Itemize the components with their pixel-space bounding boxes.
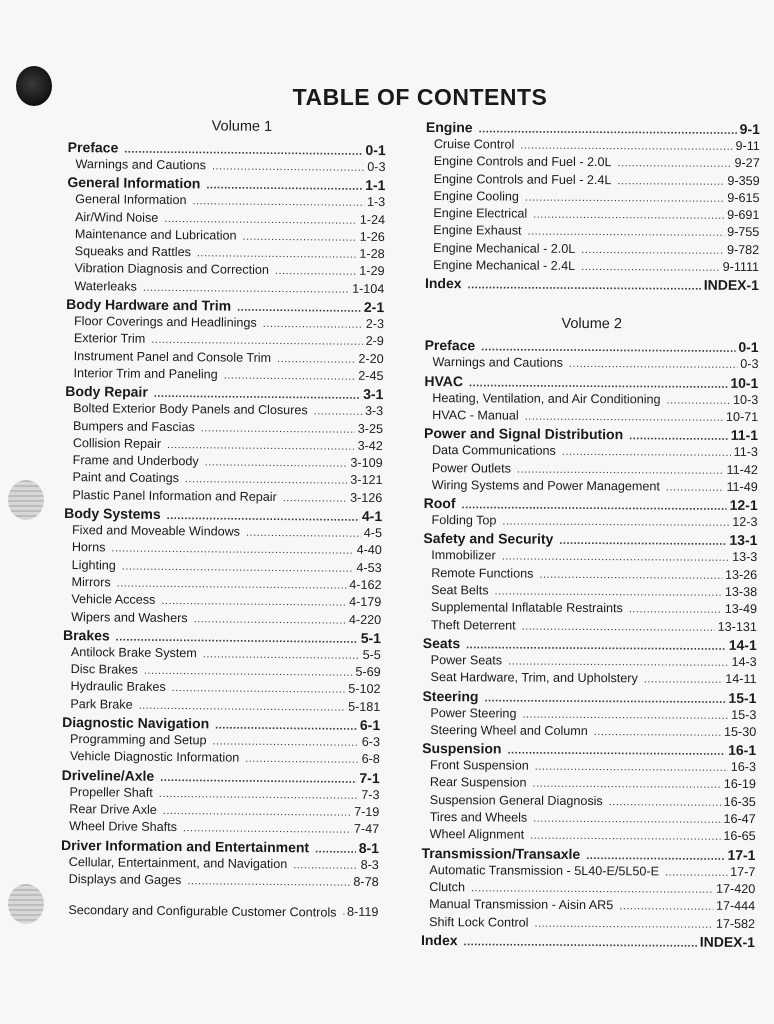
toc-entry-page: 3-42: [357, 438, 383, 453]
toc-entry-label: Exterior Trim: [73, 331, 146, 347]
toc-entry-page: 4-5: [363, 525, 383, 541]
dot-leader: [314, 404, 362, 422]
toc-entry-label: Interior Trim and Paneling: [73, 366, 218, 382]
toc-entry-label: Bolted Exterior Body Panels and Closures: [73, 401, 308, 418]
toc-entry-page: 13-38: [724, 584, 758, 600]
toc-entry-label: Air/Wind Noise: [74, 209, 159, 225]
toc-entry-page: 16-35: [723, 794, 756, 809]
toc-entry-label: Roof: [423, 495, 456, 512]
toc-entry-page: 10-3: [733, 392, 759, 407]
binder-hole-bottom: [8, 884, 44, 924]
toc-entry-label: Maintenance and Lubrication: [74, 226, 237, 243]
toc-entry-page: 2-20: [358, 351, 384, 366]
dot-leader: [479, 120, 737, 140]
volume1-heading: Volume 1: [211, 118, 273, 135]
toc-entry-page: 5-181: [348, 699, 381, 714]
toc-subsection-entry[interactable]: [425, 222, 759, 241]
volume1-continued-entries: [425, 118, 760, 294]
dot-leader: [463, 933, 696, 952]
dot-leader: [666, 479, 724, 497]
toc-entry-page: 11-49: [726, 479, 758, 494]
dot-leader: [534, 915, 712, 933]
dot-leader: [246, 525, 361, 543]
toc-entry-page: 17-1: [727, 846, 756, 863]
dot-leader: [467, 277, 700, 296]
dot-leader: [122, 558, 354, 578]
dot-leader: [315, 840, 356, 858]
toc-entry-page: 9-27: [734, 156, 760, 171]
toc-subsection-entry[interactable]: [426, 171, 760, 190]
toc-entry-label: Vibration Diagnosis and Correction: [74, 261, 269, 278]
dot-leader: [525, 189, 724, 208]
volume2-entries: [421, 336, 759, 950]
toc-entry-label: Manual Transmission - Aisin AR5: [429, 897, 614, 913]
toc-entry-page: 4-179: [349, 594, 382, 610]
toc-subsection-entry[interactable]: [64, 557, 382, 577]
toc-entry-page: 13-49: [724, 602, 758, 617]
toc-entry-page: 14-11: [725, 672, 757, 687]
toc-entry-page: 9-755: [727, 225, 760, 240]
toc-entry-page: 13-3: [732, 550, 758, 565]
toc-subsection-entry[interactable]: [60, 888, 378, 921]
toc-entry-page: 1-104: [352, 281, 385, 296]
toc-section-entry[interactable]: [424, 372, 758, 392]
toc-entry-page: 3-109: [350, 455, 383, 471]
toc-entry-label: Wipers and Washers: [71, 609, 188, 625]
dot-leader: [242, 229, 356, 247]
toc-entry-label: Remote Functions: [431, 565, 534, 581]
toc-entry-page: 8-78: [353, 874, 379, 889]
toc-subsection-entry[interactable]: [422, 792, 756, 811]
toc-entry-label: Antilock Brake System: [70, 644, 197, 661]
toc-entry-label: Immobilizer: [431, 548, 496, 563]
toc-entry-page: 4-220: [348, 612, 382, 627]
toc-entry-label: Theft Deterrent: [430, 617, 516, 633]
toc-entry-label: Index: [420, 931, 458, 949]
toc-subsection-entry[interactable]: [64, 522, 382, 542]
toc-entry-label: Wiring Systems and Power Management: [431, 477, 660, 494]
toc-entry-page: 4-1: [361, 507, 383, 525]
toc-entry-page: 5-1: [360, 629, 382, 646]
toc-entry-label: Instrument Panel and Console Trim: [73, 348, 272, 365]
toc-entry-page: 1-29: [359, 264, 385, 279]
toc-entry-label: Heating, Ventilation, and Air Conditioning: [432, 390, 661, 407]
dot-leader: [666, 392, 730, 410]
toc-entry-label: Wheel Alignment: [429, 827, 525, 842]
toc-entry-page: 5-102: [348, 682, 381, 697]
toc-entry-page: 1-3: [366, 195, 386, 210]
toc-entry-label: Frame and Underbody: [72, 453, 199, 469]
toc-entry-page: 13-1: [729, 532, 758, 549]
dot-leader: [609, 794, 721, 812]
toc-entry-label: Squeaks and Rattles: [74, 244, 191, 260]
toc-entry-page: 7-3: [361, 787, 380, 802]
toc-subsection-entry[interactable]: [423, 565, 757, 584]
dot-leader: [144, 663, 353, 682]
toc-entry-page: 17-420: [716, 881, 756, 896]
dot-leader: [293, 857, 358, 875]
toc-subsection-entry[interactable]: [422, 826, 756, 845]
toc-subsection-entry[interactable]: [422, 757, 756, 776]
toc-entry-page: 13-26: [724, 567, 758, 582]
dot-leader: [203, 646, 360, 665]
toc-entry-page: 1-1: [365, 177, 386, 194]
toc-subsection-entry[interactable]: [423, 652, 757, 671]
toc-entry-page: 8-1: [358, 839, 380, 856]
dot-leader: [644, 672, 723, 690]
toc-entry-page: 3-121: [350, 473, 383, 488]
toc-entry-page: 2-9: [365, 334, 384, 349]
toc-entry-label: Cellular, Entertainment, and Navigation: [68, 854, 288, 871]
toc-subsection-entry[interactable]: [425, 257, 759, 276]
dot-leader: [275, 263, 357, 281]
toc-section-entry[interactable]: [426, 118, 760, 138]
toc-entry-page: 1-28: [359, 246, 385, 262]
toc-section-entry[interactable]: [422, 687, 756, 707]
toc-entry-page: 3-126: [350, 490, 383, 505]
dot-leader: [569, 356, 737, 374]
toc-entry-label: Suspension: [422, 740, 502, 757]
toc-entry-page: 9-691: [727, 208, 760, 223]
toc-section-entry[interactable]: [425, 336, 759, 356]
dot-leader: [342, 903, 344, 920]
toc-subsection-entry[interactable]: [425, 188, 759, 207]
dot-leader: [466, 636, 726, 656]
dot-leader: [617, 173, 724, 191]
toc-entry-page: 17-582: [715, 916, 756, 931]
toc-entry-label: Warnings and Cautions: [432, 355, 564, 371]
right-column: [421, 118, 760, 951]
dot-leader: [535, 759, 728, 777]
dot-leader: [522, 618, 715, 636]
toc-entry-page: 4-162: [349, 577, 382, 592]
toc-entry-label: HVAC - Manual: [432, 408, 519, 423]
toc-subsection-entry[interactable]: [424, 460, 758, 479]
toc-entry-page: INDEX-1: [703, 277, 760, 294]
toc-entry-page: 15-30: [723, 724, 757, 739]
toc-entry-label: Preface: [424, 337, 476, 354]
toc-entry-label: Paint and Coatings: [72, 470, 180, 486]
toc-subsection-entry[interactable]: [421, 862, 755, 881]
toc-entry-label: Preface: [67, 138, 119, 156]
toc-entry-label: Rear Suspension: [429, 775, 527, 791]
toc-entry-label: Driver Information and Entertainment: [60, 836, 310, 855]
toc-entry-page: 7-19: [354, 804, 380, 819]
volume2-heading: Volume 2: [561, 316, 623, 333]
toc-subsection-entry[interactable]: [63, 609, 381, 629]
toc-entry-page: 0-3: [367, 159, 386, 175]
toc-subsection-entry[interactable]: [421, 896, 755, 915]
toc-entry-page: 0-1: [365, 141, 386, 159]
toc-entry-page: 3-25: [357, 421, 384, 436]
toc-entry-label: Lighting: [71, 557, 116, 573]
toc-entry-label: HVAC: [424, 372, 464, 389]
toc-entry-page: 9-1: [739, 120, 760, 138]
toc-entry-label: General Information: [75, 192, 187, 208]
toc-entry-label: Index: [424, 275, 462, 292]
toc-entry-label: Seat Belts: [431, 583, 489, 598]
toc-subsection-entry[interactable]: [426, 136, 760, 155]
toc-entry-label: Engine Controls and Fuel - 2.0L: [433, 154, 612, 170]
dot-leader: [205, 454, 348, 473]
toc-entry-page: 1-26: [359, 229, 385, 244]
toc-entry-label: Diagnostic Navigation: [62, 713, 210, 732]
dot-leader: [629, 428, 728, 447]
dot-leader: [283, 490, 348, 508]
toc-section-entry[interactable]: [423, 529, 757, 549]
toc-entry-label: Warnings and Cautions: [75, 157, 207, 173]
toc-entry-page: 0-3: [740, 357, 759, 372]
dot-leader: [187, 873, 350, 892]
toc-entry-page: 15-3: [731, 707, 757, 722]
dot-leader: [159, 786, 359, 805]
toc-entry-label: Propeller Shaft: [69, 784, 153, 800]
dot-leader: [665, 864, 727, 882]
toc-subsection-entry[interactable]: [424, 354, 758, 373]
toc-entry-page: 2-45: [358, 368, 384, 384]
dot-leader: [539, 566, 722, 584]
toc-entry-label: Power and Signal Distribution: [424, 425, 624, 443]
toc-subsection-entry[interactable]: [424, 390, 758, 409]
dot-leader: [581, 259, 720, 277]
toc-entry-label: Bumpers and Fascias: [72, 418, 195, 434]
toc-entry-label: Transmission/Transaxle: [421, 844, 581, 862]
toc-subsection-entry[interactable]: [421, 913, 755, 932]
toc-entry-label: Fixed and Moveable Windows: [71, 523, 241, 539]
dot-leader: [245, 751, 359, 769]
toc-entry-page: 16-19: [723, 777, 756, 792]
dot-leader: [619, 898, 713, 916]
toc-entry-label: Front Suspension: [430, 758, 529, 773]
toc-entry-label: Engine Mechanical - 2.0L: [433, 240, 576, 256]
toc-entry-label: Engine Cooling: [433, 188, 519, 204]
toc-section-entry[interactable]: [424, 494, 758, 514]
dot-leader: [629, 602, 722, 620]
toc-section-entry[interactable]: [421, 844, 755, 864]
toc-section-entry[interactable]: [424, 424, 758, 444]
toc-entry-label: Steering Wheel and Column: [430, 722, 588, 738]
toc-subsection-entry[interactable]: [423, 512, 757, 531]
toc-entry-label: Supplemental Inflatable Restraints: [430, 600, 623, 616]
toc-entry-page: 16-47: [723, 811, 756, 827]
dot-leader: [594, 724, 721, 742]
toc-entry-label: Park Brake: [70, 696, 133, 712]
toc-entry-page: 8-3: [360, 857, 379, 872]
dot-leader: [201, 420, 355, 439]
dot-leader: [212, 158, 365, 177]
toc-entry-label: Programming and Setup: [69, 732, 207, 748]
dot-leader: [224, 367, 356, 386]
toc-entry-label: Hydraulic Brakes: [70, 679, 166, 695]
toc-entry-page: 11-1: [730, 427, 759, 444]
toc-entry-label: Power Outlets: [431, 460, 511, 476]
dot-leader: [161, 593, 346, 612]
toc-entry-page: 10-71: [725, 409, 759, 425]
toc-entry-label: Horns: [71, 540, 106, 555]
toc-entry-page: 2-3: [365, 316, 385, 332]
dot-leader: [163, 803, 351, 822]
toc-subsection-entry[interactable]: [421, 879, 755, 898]
toc-subsection-entry[interactable]: [424, 442, 758, 461]
toc-entry-label: Data Communications: [431, 443, 556, 459]
toc-entry-page: 1-24: [359, 212, 386, 227]
toc-entry-page: 16-1: [728, 741, 757, 759]
dot-leader: [172, 680, 346, 699]
binder-hole-middle: [8, 480, 44, 520]
volume1-entries: [60, 138, 385, 921]
toc-entry-page: 8-119: [347, 904, 379, 919]
toc-entry-page: 5-5: [362, 647, 381, 662]
toc-entry-page: 15-1: [728, 689, 757, 706]
toc-entry-page: 17-7: [730, 864, 756, 879]
toc-entry-page: 9-615: [727, 190, 760, 205]
toc-entry-label: Engine Electrical: [433, 206, 528, 221]
toc-entry-page: 6-3: [361, 734, 381, 750]
dot-leader: [502, 549, 729, 568]
toc-subsection-entry[interactable]: [423, 582, 757, 601]
toc-entry-label: Safety and Security: [423, 530, 554, 548]
toc-entry-label: Seat Hardware, Trim, and Upholstery: [430, 670, 638, 686]
dot-leader: [192, 193, 364, 212]
toc-subsection-entry[interactable]: [422, 774, 756, 793]
toc-entry-page: 5-69: [355, 664, 381, 680]
dot-leader: [461, 496, 726, 516]
toc-entry-page: 6-1: [359, 716, 381, 734]
toc-entry-page: 17-444: [715, 898, 756, 914]
dot-leader: [533, 207, 724, 225]
toc-entry-page: 4-53: [356, 560, 382, 575]
toc-entry-label: Body Systems: [64, 505, 161, 522]
toc-entry-label: Plastic Panel Information and Repair: [72, 487, 277, 504]
toc-entry-label: Engine: [425, 118, 473, 136]
toc-entry-page: 6-8: [361, 752, 380, 767]
toc-entry-label: Body Hardware and Trim: [66, 296, 232, 314]
toc-entry-page: 14-1: [728, 636, 757, 653]
toc-entry-label: Cruise Control: [433, 137, 515, 152]
dot-leader: [617, 155, 731, 173]
toc-entry-label: Brakes: [62, 626, 110, 644]
volume1-column: [60, 116, 386, 921]
dot-leader: [263, 316, 363, 334]
toc-entry-page: 13-131: [717, 619, 757, 634]
toc-subsection-entry[interactable]: [61, 871, 379, 891]
toc-entry-label: Secondary and Configurable Customer Controls: [68, 903, 337, 920]
dot-leader: [562, 444, 731, 462]
toc-subsection-entry[interactable]: [422, 809, 756, 828]
dot-leader: [194, 611, 347, 630]
toc-entry-label: Wheel Drive Shafts: [69, 819, 178, 835]
toc-entry-page: 7-1: [359, 769, 380, 786]
toc-entry-label: Tires and Wheels: [429, 810, 528, 825]
toc-entry-label: Waterleaks: [74, 278, 137, 294]
toc-section-entry[interactable]: [425, 274, 759, 294]
toc-subsection-entry[interactable]: [426, 153, 760, 172]
toc-entry-label: Mirrors: [71, 574, 111, 590]
toc-entry-page: 16-65: [723, 829, 756, 844]
toc-entry-label: Folding Top: [431, 513, 497, 528]
toc-subsection-entry[interactable]: [423, 617, 757, 636]
toc-entry-label: Driveline/Axle: [61, 766, 155, 784]
toc-section-entry[interactable]: [423, 634, 757, 654]
toc-subsection-entry[interactable]: [422, 705, 756, 724]
dot-leader: [533, 811, 720, 829]
toc-entry-label: Power Steering: [430, 705, 517, 721]
toc-entry-page: 14-3: [731, 654, 757, 669]
toc-entry-page: 9-11: [735, 138, 760, 154]
toc-entry-label: Vehicle Access: [71, 592, 156, 608]
toc-subsection-entry[interactable]: [423, 669, 757, 688]
toc-subsection-entry[interactable]: [424, 477, 758, 496]
toc-entry-page: 2-1: [363, 298, 385, 316]
toc-entry-page: 11-42: [726, 462, 758, 477]
toc-entry-label: Suspension General Diagnosis: [429, 792, 603, 808]
toc-entry-label: Engine Mechanical - 2.4L: [433, 258, 576, 273]
toc-entry-label: Vehicle Diagnostic Information: [69, 749, 240, 765]
toc-entry-label: Seats: [422, 634, 461, 652]
toc-entry-label: Floor Coverings and Headlinings: [73, 314, 257, 330]
toc-entry-label: General Information: [67, 174, 201, 192]
toc-section-entry[interactable]: [422, 739, 756, 759]
toc-entry-page: 16-3: [730, 759, 757, 775]
toc-entry-page: 9-359: [727, 173, 760, 188]
toc-section-entry[interactable]: [421, 931, 755, 951]
toc-subsection-entry[interactable]: [423, 547, 757, 566]
toc-subsection-entry[interactable]: [425, 240, 759, 259]
toc-entry-page: 11-3: [733, 445, 759, 460]
toc-entry-label: Power Seats: [430, 652, 503, 668]
toc-entry-label: Disc Brakes: [70, 662, 138, 677]
toc-entry-label: Engine Controls and Fuel - 2.4L: [433, 171, 612, 187]
toc-subsection-entry[interactable]: [422, 722, 756, 741]
toc-entry-label: Collision Repair: [72, 435, 162, 451]
toc-entry-page: 4-40: [356, 543, 382, 558]
toc-subsection-entry[interactable]: [424, 407, 758, 426]
dot-leader: [484, 689, 725, 708]
toc-entry-label: Engine Exhaust: [433, 223, 522, 239]
toc-entry-page: 12-3: [732, 515, 758, 530]
toc-entry-page: 3-3: [364, 404, 384, 419]
toc-entry-page: 0-1: [738, 339, 759, 356]
toc-entry-page: 12-1: [729, 497, 758, 514]
toc-subsection-entry[interactable]: [425, 205, 759, 224]
toc-entry-label: Shift Lock Control: [429, 914, 529, 930]
toc-entry-label: Automatic Transmission - 5L40-E/5L50-E: [429, 862, 660, 879]
toc-entry-page: 9-782: [726, 242, 760, 257]
toc-entry-label: Displays and Gages: [68, 871, 182, 887]
toc-subsection-entry[interactable]: [423, 599, 757, 618]
toc-entry-page: INDEX-1: [699, 933, 756, 950]
toc-entry-page: 7-47: [353, 821, 380, 837]
dot-leader: [277, 351, 356, 369]
toc-entry-label: Steering: [422, 687, 479, 704]
toc-entry-page: 3-1: [363, 386, 384, 403]
toc-entry-page: 9-1111: [722, 259, 760, 275]
dot-leader: [581, 242, 724, 260]
toc-entry-label: Body Repair: [65, 383, 148, 401]
toc-entry-label: Rear Drive Axle: [69, 801, 157, 817]
toc-entry-label: Clutch: [429, 879, 466, 895]
page-title: TABLE OF CONTENTS: [292, 84, 548, 110]
toc-entry-page: 10-1: [730, 374, 759, 391]
